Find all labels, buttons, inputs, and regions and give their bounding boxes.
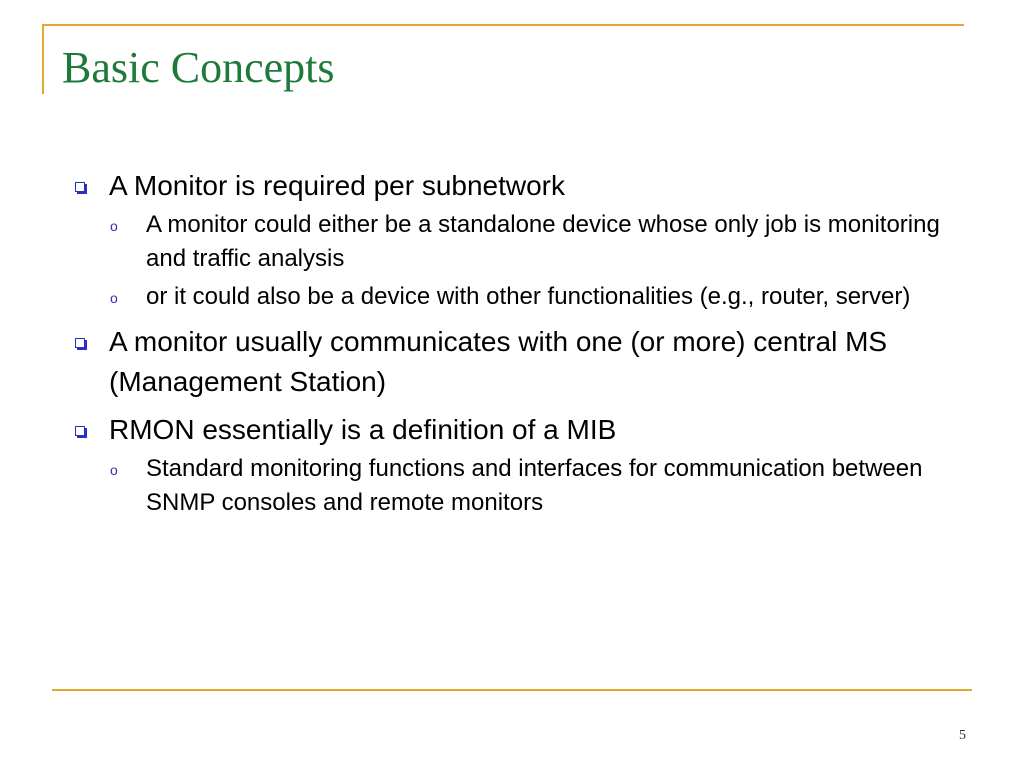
bullet-list	[72, 166, 952, 522]
square-bullet-icon	[75, 338, 85, 348]
sub-bullet-item	[109, 280, 952, 314]
sub-bullet-text: or it could also be a device with other functionalities (e.g., router, server)	[146, 283, 911, 310]
sub-bullet-text: A monitor could either be a standalone device whose only job is monitoring and traffic analysis	[146, 211, 940, 272]
footer-divider	[52, 689, 972, 691]
sub-bullet-list	[109, 208, 952, 314]
title-accent-horizontal-line	[42, 24, 964, 26]
bullet-text: A monitor usually communicates with one (or more) central MS (Management Station)	[109, 326, 888, 397]
square-bullet-icon	[75, 426, 85, 436]
bullet-text: A Monitor is required per subnetwork	[109, 170, 565, 201]
bullet-item	[72, 322, 952, 402]
title-accent-vertical-line	[42, 24, 44, 94]
page-number: 5	[959, 728, 966, 743]
sub-bullet-text: Standard monitoring functions and interfaces for communication between SNMP consoles and remote monitors	[146, 455, 923, 516]
circle-bullet-icon: o	[110, 290, 118, 306]
circle-bullet-icon: o	[110, 218, 118, 234]
sub-bullet-item	[109, 452, 952, 520]
bullet-item	[72, 410, 952, 520]
bullet-text: RMON essentially is a definition of a MIB	[109, 414, 617, 445]
sub-bullet-item	[109, 208, 952, 276]
sub-bullet-list	[109, 452, 952, 520]
square-bullet-icon	[75, 182, 85, 192]
circle-bullet-icon: o	[110, 462, 118, 478]
slide-title: Basic Concepts	[62, 43, 335, 92]
bullet-item	[72, 166, 952, 314]
